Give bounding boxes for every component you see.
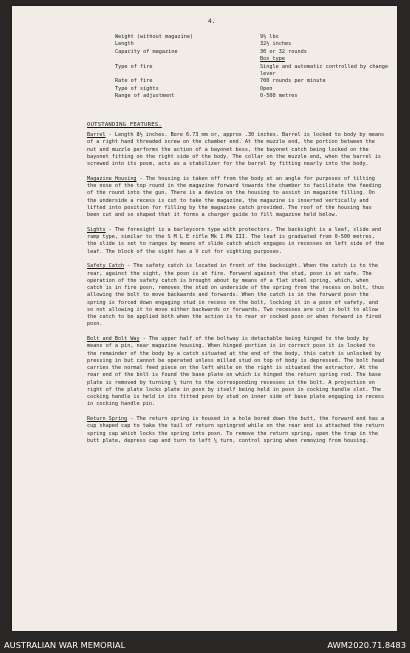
feature-title: Sights (87, 226, 106, 233)
feature-title: Barrel (87, 132, 106, 138)
feature-paragraph (87, 132, 385, 168)
spec-value: 30 or 32 rounds (260, 48, 307, 55)
document-page (12, 6, 397, 631)
spec-label: Type of fire (115, 63, 153, 70)
feature-paragraph (87, 227, 385, 256)
spec-row (115, 49, 395, 56)
spec-label: Range of adjustment (115, 93, 175, 100)
spec-row (115, 34, 395, 41)
spec-value: 9½ lbs (260, 34, 279, 40)
footer-bar (0, 637, 410, 653)
spec-value: Open (260, 85, 273, 92)
feature-title: Safety Catch (87, 263, 125, 270)
spec-value: 700 rounds per minute (260, 78, 326, 85)
spec-row (115, 86, 395, 93)
spec-row (115, 56, 395, 63)
spec-value: Single and automatic controlled by change lever (260, 63, 389, 78)
spec-row (115, 78, 395, 85)
spec-row (115, 64, 395, 79)
feature-paragraph (87, 336, 385, 409)
feature-title: Bolt and Bolt Way (87, 336, 140, 342)
feature-title: Magazine Housing (87, 175, 137, 182)
spec-label: Type of sights (115, 85, 159, 92)
feature-text: - The return spring is housed in a hole bored down the butt, the forward end has a cup shaped cap to take the tail of return springrod while on the rear end is attached the return spring cap which locks the spring into posn. To remove the return spring, open the trap in the butt plate, depress cap and turn to left ¼ turn, control spring when removing from housing. (87, 416, 385, 444)
spec-row (115, 41, 395, 48)
feature-text: - The housing is taken off from the body at an angle for purposes of tilting the nose of the top round in the magazine forward towards the chamber to facilitate the feeding of the round into the gun. There is a device on the housing to assist in magazine filling. On the underside a recess is cut to take the magazine, the magazine is inserted vertically and lifted into position for filling by the magazine catch provided. The roof of the housing has been cut and so shaped that it forms a charger guide to fill magazine held below. (87, 175, 382, 218)
spec-value: Box type (260, 56, 285, 63)
spec-label (115, 56, 260, 63)
spec-label: Rate of fire (115, 78, 153, 85)
feature-text: - Length 8½ inches. Bore 6.73 mm or, approx .30 inches. Barrel is locked to body by means of a right hand threaded screw on the chamber end. At the muzzle end, the portion between the nut and muzzle performs the action of a bayonet boss, the bayonet catch being locked on the bayonet fitting on the right side of the body. The collar on the muzzle end, when the barrel is screwed into its posm, acts as a stabilizer for the barrel by fitting nearly into the body. (87, 132, 385, 167)
spec-label: Length (115, 41, 134, 48)
feature-paragraph (87, 176, 385, 220)
feature-text: - The foresight is a barleycorn type with protectors. The backsight is a leaf, slide and ramp type, similar to the S M L E rifle Mk 1 Mk III. The leaf is graduated from 0-500 metres, the slide is set to ranges by means of slide catch which engages in recesses on left side of the leaf. The block of the sight has a V cut for sighting purposes. (87, 226, 385, 255)
feature-title: Return Spring (87, 416, 128, 422)
section-heading: OUTSTANDING FEATURES. (87, 122, 162, 128)
spec-value: 32½ inches (260, 41, 292, 48)
spec-row (115, 93, 395, 100)
specifications-table (115, 34, 395, 101)
feature-text: - The upper half of the boltway is detachable being hinged to the body by means of a pin, near magazine housing. When hinged portion is in correct posn it is locked to the remainder of the body by a catch situated at the end of the body, this catch is unlocked by pressing in but cannot be operated unless milled stud on top of body is depressed. The bolt head carries the normal feed piece on the left while on the right is situated the extractor. At the rear end of the bolt is found the base plate on which is hinged the return spring rod. The base plate is removed by turning ¼ turn to the corresponding recesses in the bolt. A projection on right of the plate locks plate in posn by itself being held in posn in cocking handle slot. The cocking handle is held in its fitted posn by stud on inner side of base plate engaging in recess in cocking handle pin. (87, 336, 385, 408)
spec-label: Weight (without magazine) (115, 34, 194, 40)
spec-value: 0-500 metres (260, 93, 298, 100)
feature-paragraph (87, 416, 385, 445)
features-body (87, 132, 385, 453)
footer-credit: AUSTRALIAN WAR MEMORIAL (4, 640, 126, 650)
feature-paragraph (87, 263, 385, 328)
page-number: 4. (208, 18, 216, 25)
feature-text: - The safety catch is located in front of the backsight. When the catch is to the rear, against the sight, the posn is at fire. Forward against the stud, posn is at safe. The operation of the safety catch is brought about by means of a flat steel spring, which, when catch is in fire posn, removes the stud on underside of the spring from the recess on bolt, thus allowing the bolt to move backwards and forwards. When the catch is in the forward posn the spring is forced down engaging stud in recess on the bolt, locking it in a posn of safety, and so not allowing it to move either backwards or forwards. Two recesses are cut in bolt to allow the catch to be applied both when the action is to rear or cocked posn or when forward in fired posn. (87, 263, 385, 328)
footer-accession-number: AWM2020.71.8483 (327, 640, 406, 650)
spec-label: Capacity of magazine (115, 48, 178, 55)
